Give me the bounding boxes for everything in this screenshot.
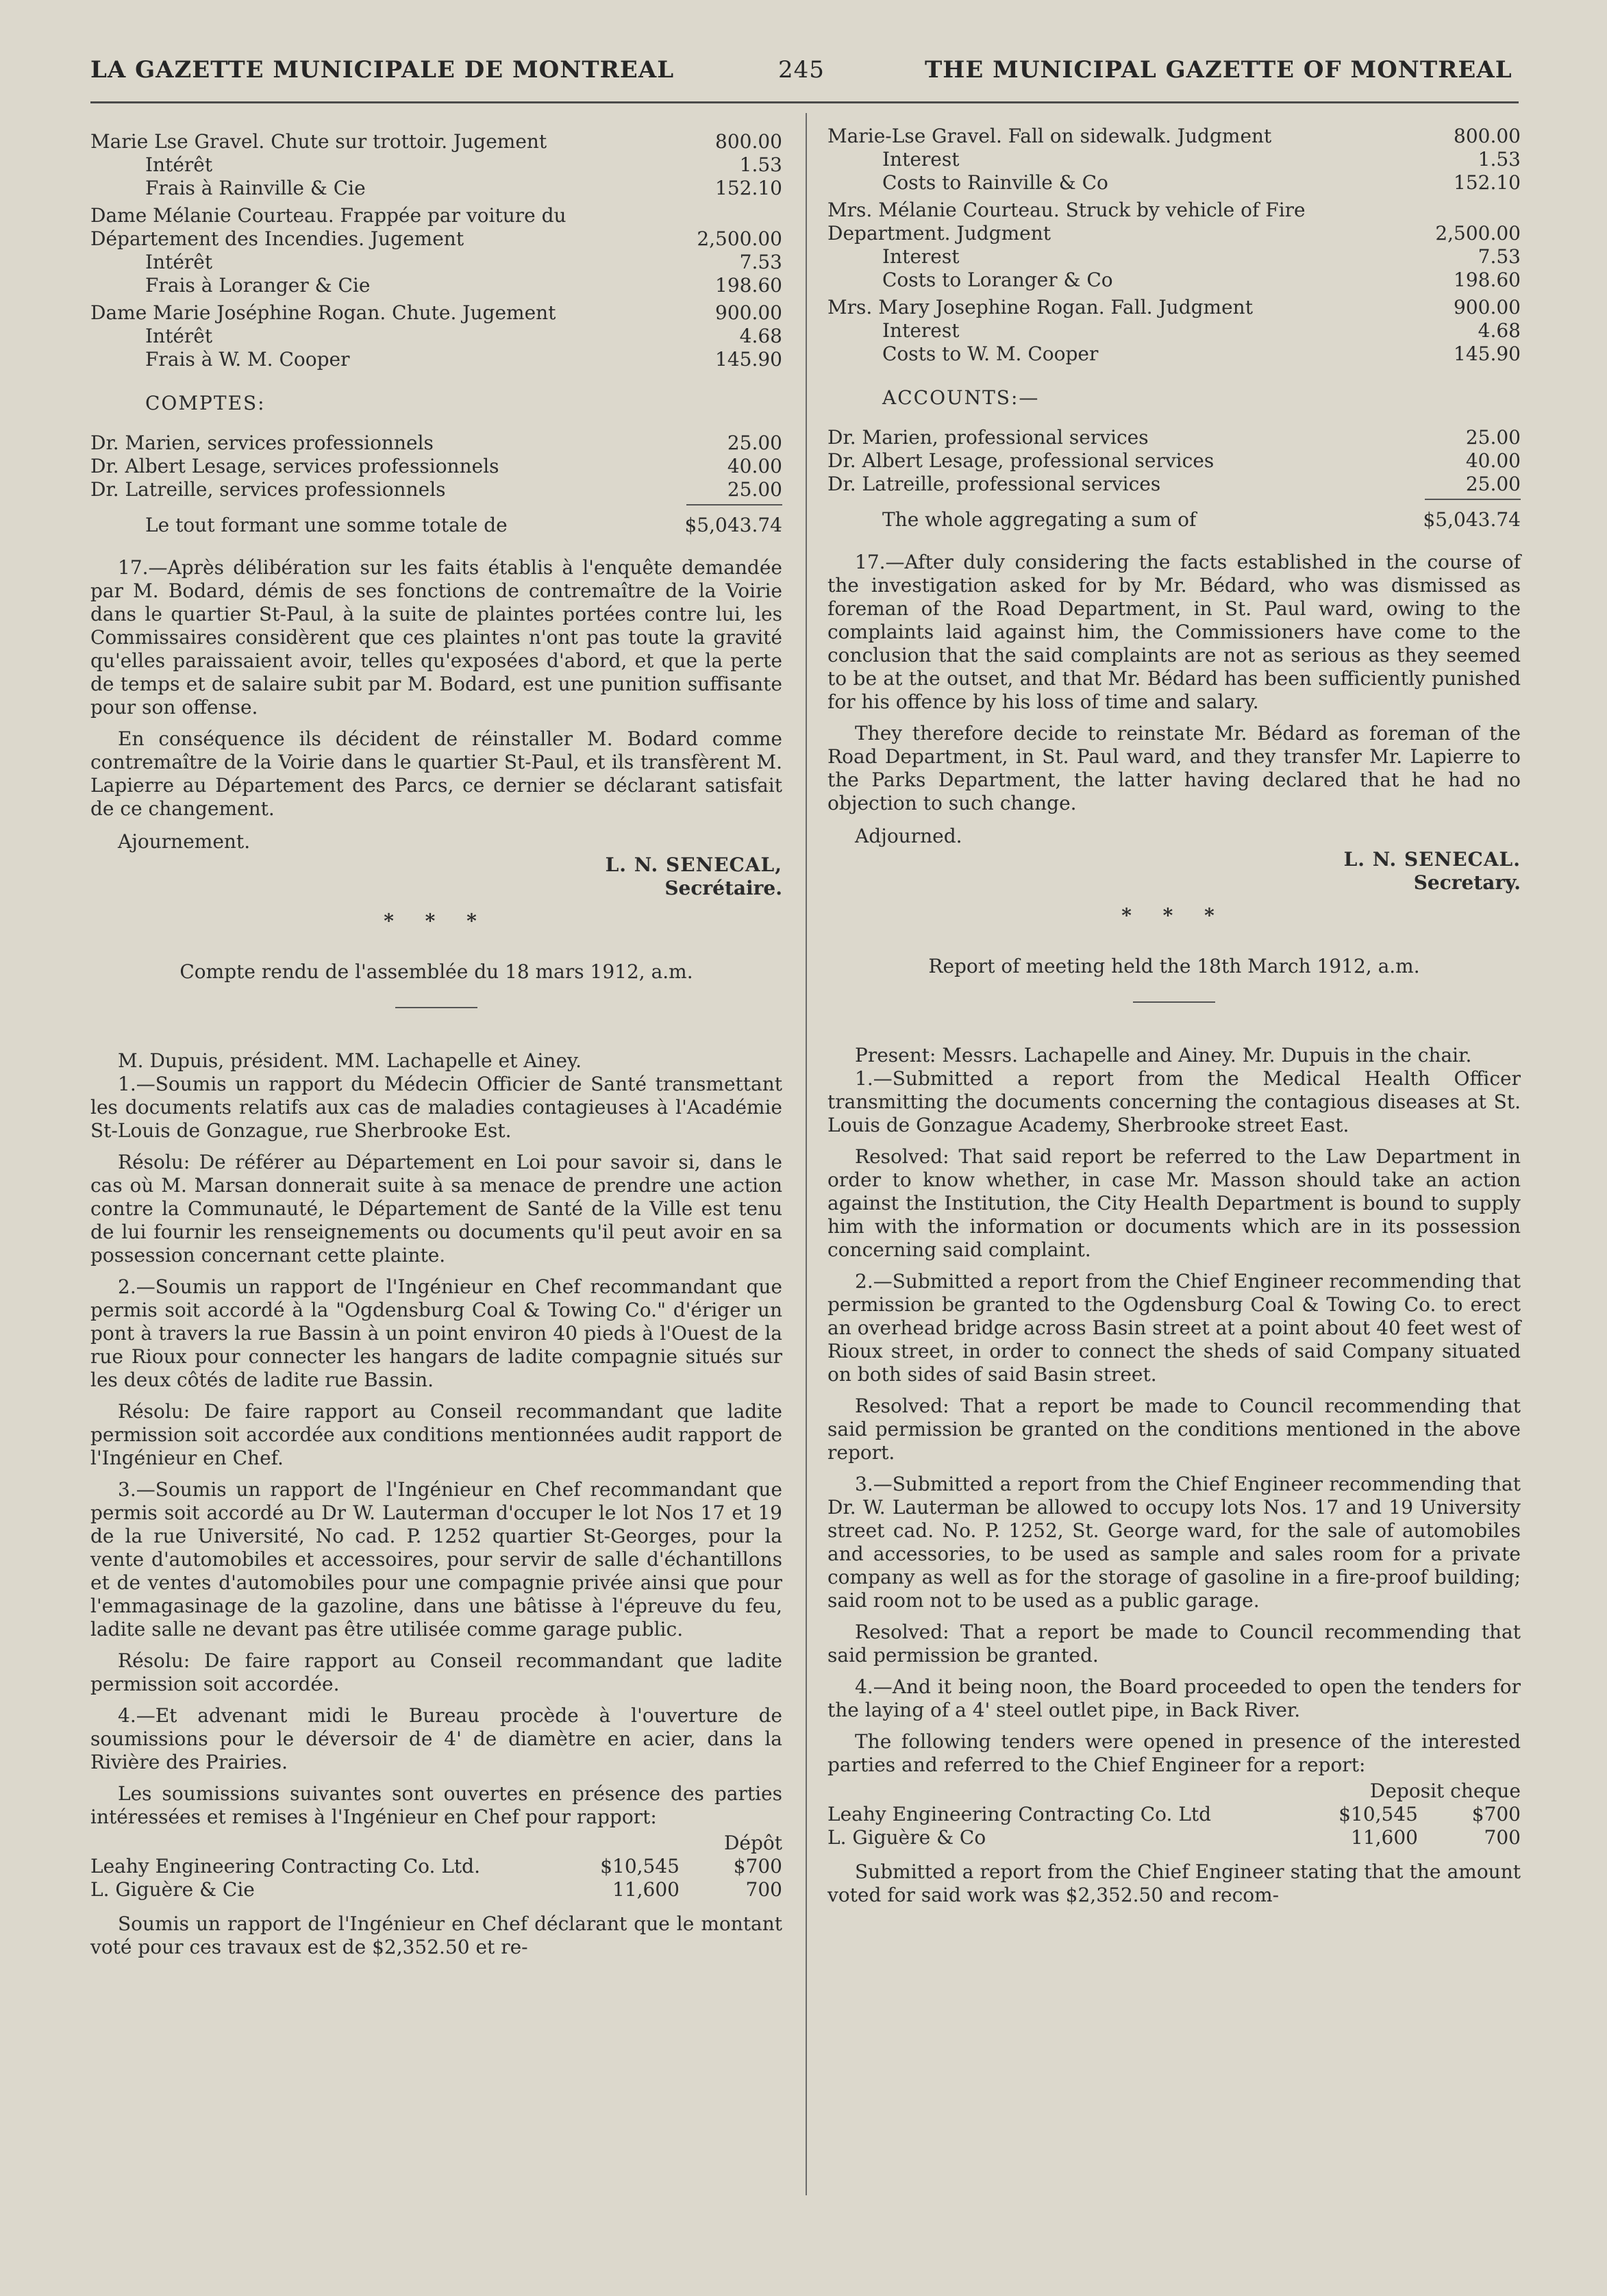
tender-name: Leahy Engineering Contracting Co. Ltd (827, 1803, 1212, 1825)
adjourn-text: Ajournement. (118, 830, 251, 853)
english-column (827, 125, 1521, 1907)
paragraph-17: 17.—Après délibération sur les faits établis à l'enquête demandée par M. Bodard, démis de ses fonctions de contremaître de la Voirie dans le quartier St-Paul, à la suite de plaintes portées contre lui, les Commissaires considèrent que ces plaintes n'ont pas toute la gravité qu'elles paraissaient avoir, telles qu'exposées d'abord, et que la perte de temps et de salaire subit par M. Bodard, est une punition suffisante pour son offense. (90, 556, 782, 719)
tender-deposit: 700 (1484, 1826, 1521, 1849)
tender-value: $10,545 (1338, 1803, 1418, 1825)
claim-amount: 198.60 (1454, 269, 1521, 291)
claim-row (827, 269, 1521, 292)
tender-name: L. Giguère & Co (827, 1826, 986, 1849)
item-paragraph: Resolved: That a report be made to Council recommending that said permission be granted. (827, 1621, 1521, 1667)
item-paragraph: Résolu: De faire rapport au Conseil recommandant que ladite permission soit accordée. (90, 1649, 782, 1695)
claim-amount: 7.53 (1478, 245, 1521, 268)
short-rule (395, 1007, 477, 1008)
account-amount: 40.00 (727, 455, 782, 477)
tender-value: $10,545 (600, 1855, 680, 1877)
paragraph-17b: They therefore decide to reinstate Mr. Bédard as foreman of the Road Department, in St. Paul ward, and they transfer Mr. Lapierre to the Parks Department, the latter having declared that he had no objection to such change. (827, 722, 1521, 814)
account-row (90, 478, 782, 501)
account-row (827, 473, 1521, 496)
account-amount: 25.00 (727, 432, 782, 454)
signature: L. N. SENECAL, (605, 853, 782, 876)
claim-row (90, 177, 782, 200)
present-line: M. Dupuis, président. MM. Lachapelle et Ainey. (118, 1049, 582, 1072)
claim-label: Mrs. Mélanie Courteau. Struck by vehicle of Fire Department. Judgment (827, 199, 1306, 245)
short-rule (1133, 1001, 1215, 1003)
tender-row (90, 1878, 782, 1901)
claim-amount: 1.53 (1478, 148, 1521, 171)
claim-amount: 7.53 (739, 251, 782, 273)
total-row (90, 514, 782, 537)
account-label: Dr. Marien, professional services (827, 426, 1149, 449)
header-rule (90, 101, 1519, 103)
claim-label: Dame Mélanie Courteau. Frappée par voiture du Département des Incendies. Jugement (90, 204, 566, 250)
claim-amount: 152.10 (1454, 171, 1521, 194)
sum-rule (686, 504, 782, 506)
total-amount: $5,043.74 (1423, 508, 1521, 531)
claims-list (827, 125, 1521, 366)
claim-row (90, 348, 782, 371)
paragraph-17b: En conséquence ils décident de réinstaller M. Bodard comme contremaître de la Voirie dans le quartier St-Paul, et ils transfèrent M. Lapierre au Département des Parcs, ce dernier se déclarant satisfait de ce changement. (90, 727, 782, 820)
claim-label: Costs to W. M. Cooper (882, 342, 1099, 365)
claim-amount: 145.90 (715, 348, 782, 371)
header-french-title: LA GAZETTE MUNICIPALE DE MONTREAL (90, 56, 675, 84)
total-label: Le tout formant une somme totale de (145, 514, 508, 536)
sum-rule (1425, 499, 1521, 500)
item-paragraph: 4.—And it being noon, the Board proceeded to open the tenders for the laying of a 4' steel outlet pipe, in Back River. (827, 1675, 1521, 1721)
claim-label: Intérêt (145, 325, 213, 347)
claim-label: Dame Marie Joséphine Rogan. Chute. Jugement (90, 301, 556, 324)
claim-row (90, 204, 782, 251)
account-amount: 40.00 (1465, 449, 1521, 472)
claim-label: Frais à W. M. Cooper (145, 348, 350, 371)
claim-amount: 800.00 (1454, 125, 1521, 147)
claim-row (827, 125, 1521, 148)
claim-amount: 2,500.00 (697, 227, 782, 250)
item-paragraph: 1.—Submitted a report from the Medical Health Officer transmitting the documents concerning the contagious diseases at St. Louis de Gonzague Academy, Sherbrooke street East. (827, 1067, 1521, 1136)
tender-value: 11,600 (1351, 1826, 1418, 1849)
section-stars: * * * (1121, 904, 1227, 927)
claim-amount: 900.00 (715, 301, 782, 324)
claim-amount: 4.68 (1478, 319, 1521, 342)
claim-label: Interest (882, 245, 960, 268)
tender-row (90, 1855, 782, 1878)
adjourn-text: Adjourned. (855, 825, 962, 847)
deposit-heading: Deposit cheque (1369, 1780, 1521, 1802)
claim-amount: 1.53 (739, 153, 782, 176)
tender-row (827, 1826, 1521, 1849)
french-column (90, 130, 782, 1959)
present-line: Present: Messrs. Lachapelle and Ainey. Mr. Dupuis in the chair. (855, 1044, 1472, 1066)
column-divider (806, 113, 807, 2195)
account-amount: 25.00 (1465, 426, 1521, 449)
item-paragraph: Resolved: That a report be made to Council recommending that said permission be granted on the conditions mentioned in the above report. (827, 1395, 1521, 1464)
account-label: Dr. Albert Lesage, services professionnels (90, 455, 499, 477)
report-title: Report of meeting held the 18th March 1912, a.m. (928, 955, 1420, 977)
header-english-title: THE MUNICIPAL GAZETTE OF MONTREAL (925, 56, 1512, 84)
claim-label: Mrs. Mary Josephine Rogan. Fall. Judgment (827, 296, 1253, 319)
claim-label: Costs to Rainville & Co (882, 171, 1108, 194)
tender-value: 11,600 (612, 1878, 680, 1901)
claim-row (90, 130, 782, 153)
claim-row (827, 342, 1521, 366)
total-row (827, 508, 1521, 532)
claim-amount: 4.68 (739, 325, 782, 347)
claim-row (90, 325, 782, 348)
claim-amount: 198.60 (715, 274, 782, 297)
total-label: The whole aggregating a sum of (882, 508, 1197, 531)
claim-label: Intérêt (145, 251, 213, 273)
item-paragraph: Résolu: De référer au Département en Loi pour savoir si, dans le cas où M. Marsan donnerait suite à sa menace de prendre une action contre la Communauté, le Département de Santé de la Ville est tenu de lui fournir les renseignements ou documents qu'il peut avoir en sa possession concernant cette plainte. (90, 1151, 782, 1266)
item-paragraph: 1.—Soumis un rapport du Médecin Officier de Santé transmettant les documents relatifs aux cas de maladies contagieuses à l'Académie St-Louis de Gonzague, rue Sherbrooke Est. (90, 1073, 782, 1142)
closing-paragraph: Submitted a report from the Chief Engineer stating that the amount voted for said work was $2,352.50 and recom- (827, 1860, 1521, 1906)
account-amount: 25.00 (727, 478, 782, 501)
accounts-heading: ACCOUNTS:— (882, 386, 1040, 409)
item-paragraph: Les soumissions suivantes sont ouvertes en présence des parties intéressées et remises à l'Ingénieur en Chef pour rapport: (90, 1782, 782, 1828)
claim-row (90, 153, 782, 177)
tender-deposit: $700 (1471, 1803, 1521, 1825)
item-paragraph: 2.—Soumis un rapport de l'Ingénieur en Chef recommandant que permis soit accordé à la "Ogdensburg Coal & Towing Co." d'ériger un pont à travers la rue Bassin à un point environ 40 pieds à l'Ouest de la rue Rioux pour connecter les hangars de ladite compagnie situés sur les deux côtés de ladite rue Bassin. (90, 1275, 782, 1391)
tender-row (827, 1803, 1521, 1826)
item-paragraph: Resolved: That said report be referred to the Law Department in order to know whether, in case Mr. Masson should take an action against the Institution, the City Health Department is bound to supply him with the information or documents which are in its possession concerning said complaint. (827, 1145, 1521, 1261)
item-paragraph: 3.—Soumis un rapport de l'Ingénieur en Chef recommandant que permis soit accordé au Dr W. Lauterman d'occuper le lot Nos 17 et 19 de la rue Université, No cad. P. 1252 quartier St-Georges, pour la vente d'automobiles et accessoires, pour servir de salle d'échantillons et de ventes d'automobiles pour une compagnie privée ainsi que pour l'emmagasinage de la gazoline, dans une bâtisse à l'épreuve du feu, ladite salle ne devant pas être utilisée comme garage public. (90, 1478, 782, 1640)
item-paragraph: The following tenders were opened in presence of the interested parties and referred to the Chief Engineer for a report: (827, 1730, 1521, 1776)
tender-deposit: $700 (733, 1855, 782, 1877)
deposit-heading: Dépôt (723, 1832, 782, 1854)
claim-amount: 145.90 (1454, 342, 1521, 365)
section-stars: * * * (384, 910, 489, 932)
claim-row (827, 171, 1521, 195)
claim-label: Intérêt (145, 153, 213, 176)
account-label: Dr. Marien, services professionnels (90, 432, 434, 454)
account-label: Dr. Latreille, professional services (827, 473, 1161, 495)
claims-list (90, 130, 782, 371)
account-amount: 25.00 (1465, 473, 1521, 495)
claim-row (90, 301, 782, 325)
total-amount: $5,043.74 (684, 514, 782, 536)
signature: L. N. SENECAL. (1343, 848, 1521, 871)
claim-label: Costs to Loranger & Co (882, 269, 1113, 291)
signature-title: Secrétaire. (664, 877, 782, 899)
account-row (827, 426, 1521, 449)
claim-row (827, 296, 1521, 319)
claim-row (827, 199, 1521, 245)
item-paragraph: 3.—Submitted a report from the Chief Engineer recommending that Dr. W. Lauterman be allowed to occupy lots Nos. 17 and 19 University street cad. No. P. 1252, St. George ward, for the sale of automobiles and accessories, to be used as sample and sales room for a private company as well as for the storage of gasoline in a fire-proof building; said room not to be used as a public garage. (827, 1473, 1521, 1612)
account-label: Dr. Latreille, services professionnels (90, 478, 446, 501)
item-paragraph: Résolu: De faire rapport au Conseil recommandant que ladite permission soit accordée aux conditions mentionnées audit rapport de l'Ingénieur en Chef. (90, 1400, 782, 1469)
closing-paragraph: Soumis un rapport de l'Ingénieur en Chef déclarant que le montant voté pour ces travaux est de $2,352.50 et re- (90, 1912, 782, 1958)
account-row (90, 455, 782, 478)
item-paragraph: 4.—Et advenant midi le Bureau procède à l'ouverture de soumissions pour le déversoir de 4' de diamètre en acier, dans la Rivière des Prairies. (90, 1704, 782, 1773)
claim-row (90, 251, 782, 274)
claim-amount: 2,500.00 (1435, 222, 1521, 245)
claim-amount: 152.10 (715, 177, 782, 199)
signature-title: Secretary. (1413, 871, 1521, 894)
claim-label: Marie-Lse Gravel. Fall on sidewalk. Judgment (827, 125, 1272, 147)
claim-row (90, 274, 782, 297)
claim-row (827, 148, 1521, 171)
claim-label: Interest (882, 319, 960, 342)
tender-name: L. Giguère & Cie (90, 1878, 255, 1901)
report-title: Compte rendu de l'assemblée du 18 mars 1912, a.m. (179, 960, 693, 983)
account-row (827, 449, 1521, 473)
item-paragraph: 2.—Submitted a report from the Chief Engineer recommending that permission be granted to the Ogdensburg Coal & Towing Co. to erect an overhead bridge across Basin street at a point about 40 feet west of Rioux street, in order to connect the sheds of said Company situated on both sides of said Basin street. (827, 1270, 1521, 1386)
claim-label: Interest (882, 148, 960, 171)
claim-label: Frais à Rainville & Cie (145, 177, 366, 199)
accounts-heading: COMPTES: (145, 392, 266, 414)
claim-row (827, 319, 1521, 342)
page-number: 245 (778, 56, 825, 84)
claim-amount: 900.00 (1454, 296, 1521, 319)
account-label: Dr. Albert Lesage, professional services (827, 449, 1214, 472)
paragraph-17: 17.—After duly considering the facts established in the course of the investigation asked for by Mr. Bédard, who was dismissed as foreman of the Road Department, in St. Paul ward, owing to the complaints laid against him, the Commissioners have come to the conclusion that the said complaints are not as serious as they seemed to be at the outset, and that Mr. Bédard has been sufficiently punished for his offence by his loss of time and salary. (827, 551, 1521, 713)
claim-label: Frais à Loranger & Cie (145, 274, 371, 297)
tender-deposit: 700 (745, 1878, 782, 1901)
claim-label: Marie Lse Gravel. Chute sur trottoir. Jugement (90, 130, 547, 153)
claim-amount: 800.00 (715, 130, 782, 153)
claim-row (827, 245, 1521, 269)
account-row (90, 432, 782, 455)
tender-name: Leahy Engineering Contracting Co. Ltd. (90, 1855, 480, 1877)
